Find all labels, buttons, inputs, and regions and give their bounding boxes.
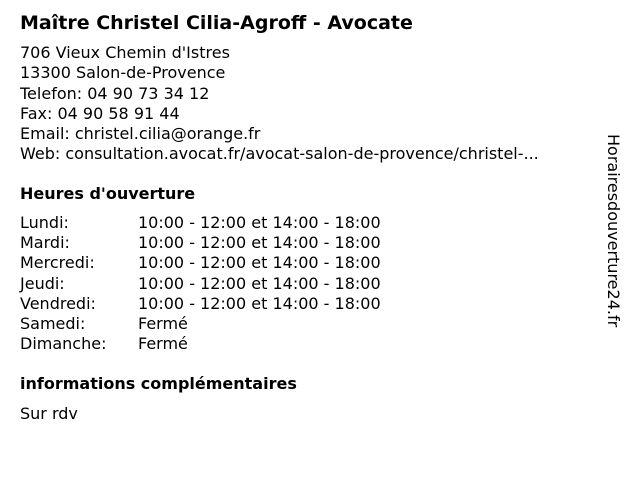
hours-day: Mercredi: [20,253,95,273]
hours-day: Vendredi: [20,293,96,313]
hours-table [20,213,381,354]
hours-day: Jeudi: [20,273,65,293]
hours-row-thursday [20,274,381,294]
hours-time: 10:00 - 12:00 et 14:00 - 18:00 [138,213,381,232]
website-url: Web: consultation.avocat.fr/avocat-salon-de-provence/christel-... [20,144,539,164]
phone-number: Telefon: 04 90 73 34 12 [20,83,210,103]
watermark-text: Horairesdouverture24.fr [604,134,623,328]
hours-day: Mardi: [20,233,70,253]
hours-row-monday [20,213,381,233]
hours-row-friday [20,294,381,314]
page-title: Maître Christel Cilia-Agroff - Avocate [20,12,413,34]
info-text: Sur rdv [20,404,78,423]
hours-row-saturday [20,314,381,334]
hours-time: 10:00 - 12:00 et 14:00 - 18:00 [138,293,381,313]
hours-row-sunday [20,334,381,354]
info-heading: informations complémentaires [20,374,297,393]
hours-time: Fermé [138,314,188,334]
contact-block [20,43,539,165]
email-address: Email: christel.cilia@orange.fr [20,124,261,144]
hours-row-tuesday [20,233,381,253]
hours-row-wednesday [20,253,381,273]
hours-day: Dimanche: [20,334,107,354]
fax-number: Fax: 04 90 58 91 44 [20,103,180,123]
address-street: 706 Vieux Chemin d'Istres [20,43,230,62]
hours-time: 10:00 - 12:00 et 14:00 - 18:00 [138,253,381,273]
hours-day: Lundi: [20,213,69,232]
hours-time: Fermé [138,334,188,354]
hours-day: Samedi: [20,314,86,334]
hours-time: 10:00 - 12:00 et 14:00 - 18:00 [138,233,381,253]
hours-heading: Heures d'ouverture [20,184,196,203]
hours-time: 10:00 - 12:00 et 14:00 - 18:00 [138,273,381,293]
address-city: 13300 Salon-de-Provence [20,63,226,83]
